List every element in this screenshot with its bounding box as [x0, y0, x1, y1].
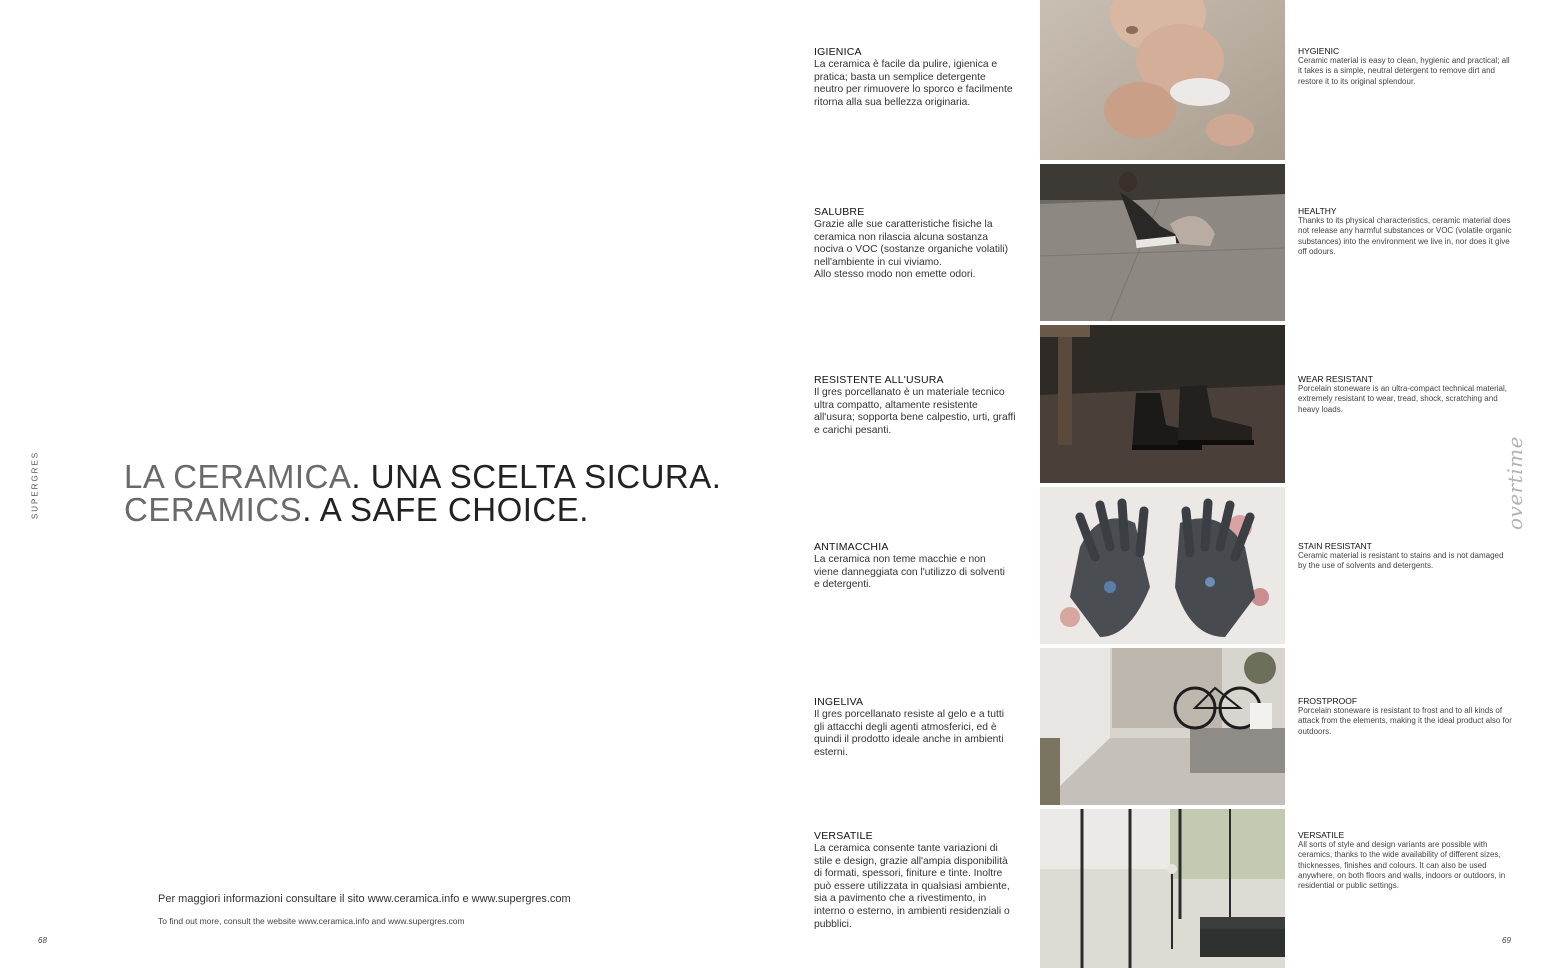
feature-en-text: Ceramic material is resistant to stains and is not damaged by the use of solvents and detergents. [1298, 551, 1504, 571]
feature-it-frostproof [814, 696, 1029, 759]
feature-en-text: Ceramic material is easy to clean, hygienic and practical; all it takes is a simple, neutral detergent to remove dirt and restore it to its original splendour. [1298, 56, 1510, 86]
feature-en-stain-resistant [1298, 541, 1513, 572]
feature-it-text: La ceramica è facile da pulire, igienica e pratica; basta un semplice detergente neutro per rimuovere lo sporco e facilmente ritorna alla sua bellezza originaria. [814, 59, 1013, 108]
feature-en-hygienic [1298, 46, 1513, 87]
feature-it-hygienic [814, 46, 1029, 109]
photo-living-room [1040, 809, 1285, 968]
feature-it-text: Il gres porcellanato resiste al gelo e a tutti gli attacchi degli agenti atmosferici, ed è quindi il prodotto ideale anche in ambienti esterni. [814, 709, 1005, 758]
photo-man-drawing [1040, 164, 1285, 321]
page-headline [124, 460, 721, 526]
feature-en-text: Porcelain stoneware is an ultra-compact technical material, extremely resistant to wear, tread, shock, scratching and heavy loads. [1298, 384, 1507, 414]
more-info-english: To find out more, consult the website www.ceramica.info and www.supergres.com [158, 916, 465, 926]
feature-it-versatile [814, 830, 1029, 931]
feature-en-text: Thanks to its physical characteristics, ceramic material does not release any harmful substances or VOC (volatile organic substances) into the environment we live in, nor does it give off odours. [1298, 216, 1512, 256]
headline-english-rest: . A SAFE CHOICE. [302, 491, 589, 528]
feature-en-frostproof [1298, 696, 1513, 737]
feature-it-text: Grazie alle sue caratteristiche fisiche la ceramica non rilascia alcuna sostanza nociva o VOC (sostanze organiche volatili) nell'ambiente in cui viviamo. Allo stesso modo non emette odori. [814, 219, 1009, 281]
feature-en-title: WEAR RESISTANT [1298, 374, 1373, 384]
headline-english-thin: CERAMICS [124, 491, 303, 528]
feature-it-title: ANTIMACCHIA [814, 541, 889, 553]
feature-en-title: HYGIENIC [1298, 46, 1340, 56]
photo-boots [1040, 325, 1285, 483]
brand-vertical-text: SUPERGRES [30, 450, 40, 520]
feature-en-title: STAIN RESISTANT [1298, 541, 1372, 551]
feature-it-healthy [814, 206, 1029, 282]
feature-it-stain-resistant [814, 541, 1029, 592]
feature-it-title: SALUBRE [814, 206, 865, 218]
feature-en-healthy [1298, 206, 1513, 257]
feature-it-text: La ceramica consente tante variazioni di stile e design, grazie all'ampia disponibilità di formati, spessori, finiture e tinte. Inoltre può essere utilizzata in qualsiasi ambiente, sia a pavimento che a rivestimento, in interno o esterno, in ambienti residenziali o pubblici. [814, 843, 1010, 930]
feature-en-title: HEALTHY [1298, 206, 1337, 216]
feature-it-title: VERSATILE [814, 830, 873, 842]
page-number-right: 69 [1502, 936, 1511, 945]
feature-it-title: IGIENICA [814, 46, 862, 58]
feature-en-text: Porcelain stoneware is resistant to frost and to all kinds of attack from the elements, making it the ideal product also for outdoors. [1298, 706, 1512, 736]
photo-painted-hands [1040, 487, 1285, 644]
headline-italian-thin: LA CERAMICA [124, 458, 352, 495]
feature-en-text: All sorts of style and design variants are possible with ceramics, thanks to the wide availability of different sizes, thicknesses, finishes and colours. It can also be used anywhere, on both floors and walls, indoors or outdoors, in residential or public settings. [1298, 840, 1506, 891]
collection-vertical-text: overtime [1503, 436, 1527, 530]
page-number-left: 68 [38, 936, 47, 945]
feature-en-wear-resistant [1298, 374, 1513, 415]
photo-bicycle-patio [1040, 648, 1285, 805]
more-info-italian: Per maggiori informazioni consultare il sito www.ceramica.info e www.supergres.com [158, 893, 571, 905]
collection-vertical-label [1500, 436, 1530, 530]
feature-it-wear-resistant [814, 374, 1029, 437]
feature-it-title: RESISTENTE ALL'USURA [814, 374, 944, 386]
feature-it-text: Il gres porcellanato è un materiale tecnico ultra compatto, altamente resistente all'usura; sopporta bene calpestio, urti, graffi e carichi pesanti. [814, 387, 1016, 436]
brand-vertical-label [28, 450, 42, 520]
feature-en-title: FROSTPROOF [1298, 696, 1358, 706]
headline-italian [124, 460, 721, 493]
photo-baby-on-floor [1040, 0, 1285, 160]
feature-en-title: VERSATILE [1298, 830, 1345, 840]
headline-english [124, 493, 721, 526]
feature-en-versatile [1298, 830, 1513, 891]
headline-italian-rest: . UNA SCELTA SICURA. [351, 458, 722, 495]
feature-it-text: La ceramica non teme macchie e non viene danneggiata con l'utilizzo di solventi e detergenti. [814, 554, 1005, 591]
feature-it-title: INGELIVA [814, 696, 864, 708]
